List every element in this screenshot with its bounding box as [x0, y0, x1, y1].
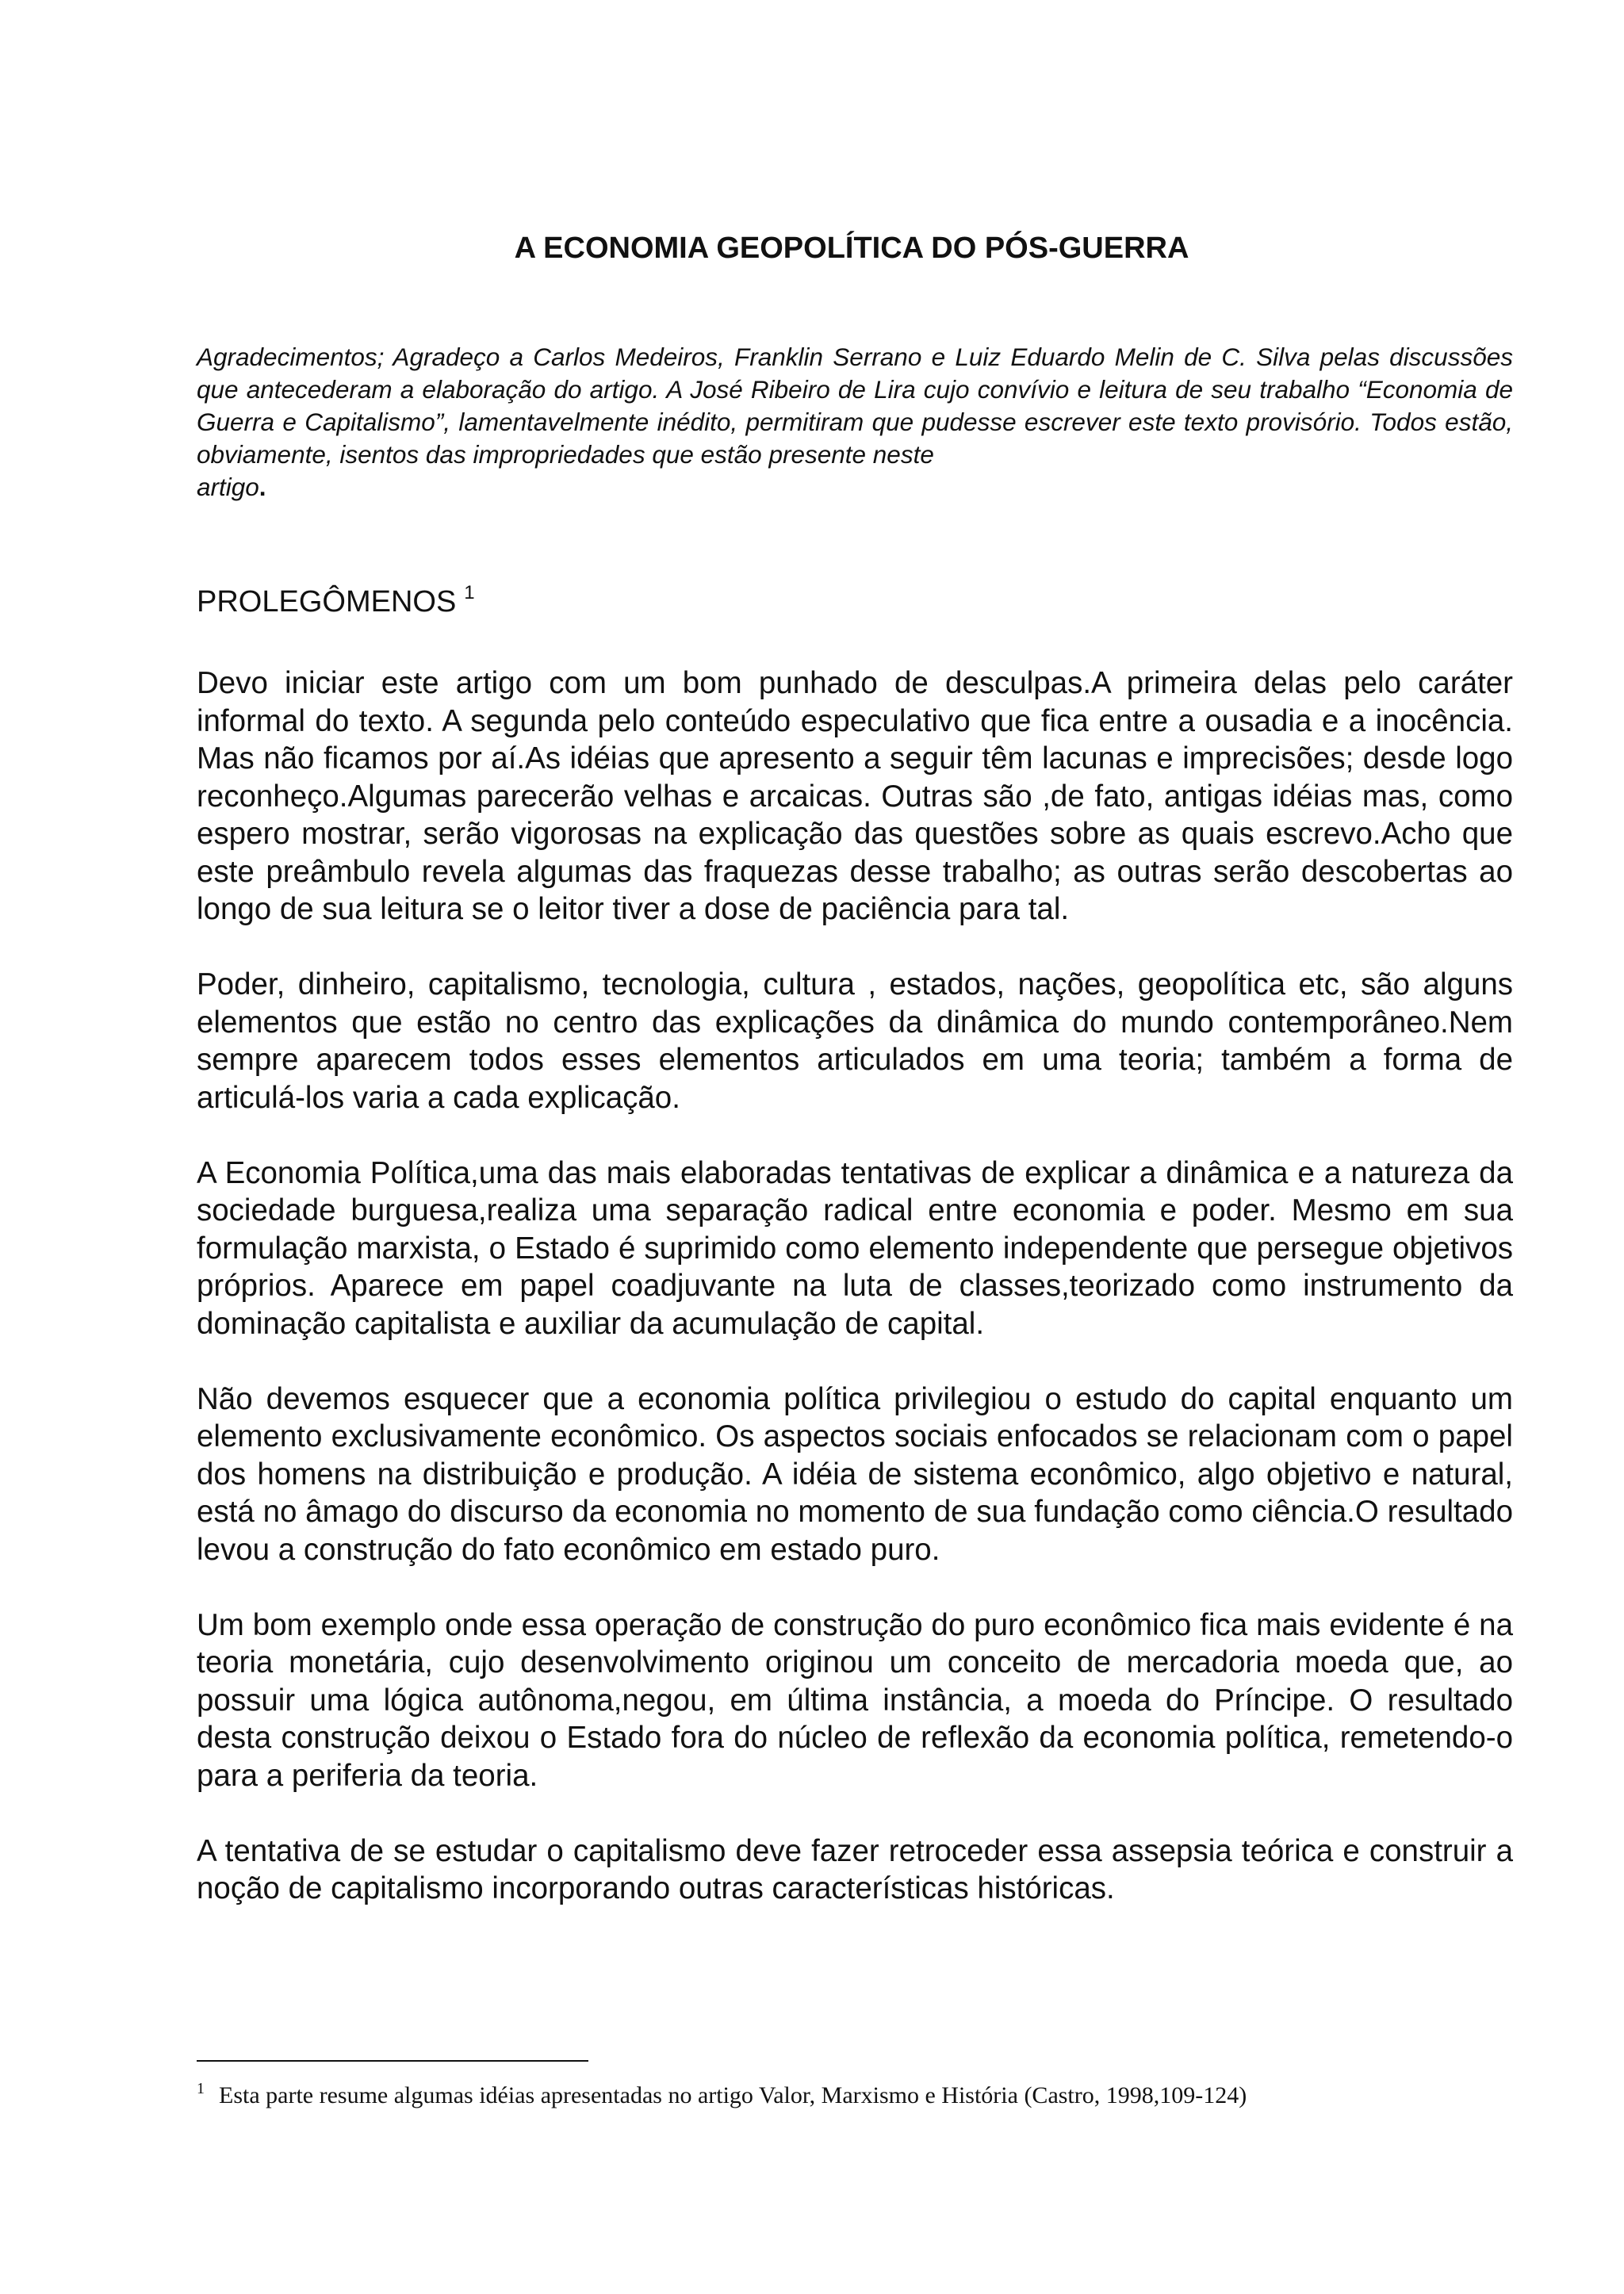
body-paragraph: Não devemos esquecer que a economia política privilegiou o estudo do capital enquanto um elemento exclusivamente econômico. Os aspectos sociais enfocados se relacionam com o papel dos homens na distribuição e produção. A idéia de sistema econômico, algo objetivo e natural, está no âmago do discurso da economia no momento de sua fundação como ciência.O resultado levou a construção do fato econômico em estado puro.: [197, 1381, 1513, 1567]
footnote-separator: [197, 2060, 588, 2062]
body-paragraph: A Economia Política,uma das mais elaboradas tentativas de explicar a dinâmica e a natureza da sociedade burguesa,realiza uma separação radical entre economia e poder. Mesmo em sua formulação marxista, o Estado é suprimido como elemento independente que persegue objetivos próprios. Aparece em papel coadjuvante na luta de classes,teorizado como instrumento da dominação capitalista e auxiliar da acumulação de capital.: [197, 1155, 1513, 1341]
section-heading: [197, 582, 475, 619]
body-paragraph: Poder, dinheiro, capitalismo, tecnologia, cultura , estados, nações, geopolítica etc, são alguns elementos que estão no centro das explicações da dinâmica do mundo contemporâneo.Nem sempre aparecem todos esses elementos articulados em uma teoria; também a forma de articulá-los varia a cada explicação.: [197, 967, 1513, 1115]
body-text: [197, 664, 1513, 1945]
body-paragraph: Devo iniciar este artigo com um bom punhado de desculpas.A primeira delas pelo caráter informal do texto. A segunda pelo conteúdo especulativo que fica entre a ousadia e a inocência. Mas não ficamos por aí.As idéias que apresento a seguir têm lacunas e imprecisões; desde logo reconheço.Algumas parecerão velhas e arcaicas. Outras são ,de fato, antigas idéias mas, como espero mostrar, serão vigorosas na explicação das questões sobre as quais escrevo.Acho que este preâmbulo revela algumas das fraquezas desse trabalho; as outras serão descobertas ao longo de sua leitura se o leitor tiver a dose de paciência para tal.: [197, 666, 1513, 926]
footnote: [197, 2073, 1247, 2112]
footnote-reference-marker[interactable]: 1: [464, 582, 475, 603]
acknowledgement-last-punct: .: [259, 473, 266, 501]
document-title: A ECONOMIA GEOPOLÍTICA DO PÓS-GUERRA: [514, 232, 1189, 265]
acknowledgement-last-word-text: artigo: [197, 473, 259, 501]
footnote-text: Esta parte resume algumas idéias apresentadas no artigo Valor, Marxismo e História (Castro, 1998,109-124): [219, 2082, 1247, 2108]
acknowledgement-last-word: [197, 473, 266, 501]
body-paragraph: A tentativa de se estudar o capitalismo deve fazer retroceder essa assepsia teórica e construir a noção de capitalismo incorporando outras características históricas.: [197, 1833, 1513, 1905]
section-heading-text: PROLEGÔMENOS: [197, 585, 457, 618]
acknowledgement-paragraph: [197, 341, 1513, 504]
footnote-marker: 1: [197, 2080, 205, 2097]
acknowledgement-text: Agradecimentos; Agradeço a Carlos Medeiros, Franklin Serrano e Luiz Eduardo Melin de C. Silva pelas discussões que antecederam a elaboração do artigo. A José Ribeiro de Lira cujo convívio e leitura de seu trabalho “Economia de Guerra e Capitalismo”, lamentavelmente inédito, permitiram que pudesse escrever este texto provisório. Todos estão, obviamente, isentos das impropriedades que estão presente neste: [197, 343, 1513, 469]
body-paragraph: Um bom exemplo onde essa operação de construção do puro econômico fica mais evidente é na teoria monetária, cujo desenvolvimento originou um conceito de mercadoria moeda que, ao possuir uma lógica autônoma,negou, em última instância, a moeda do Príncipe. O resultado desta construção deixou o Estado fora do núcleo de reflexão da economia política, remetendo-o para a periferia da teoria.: [197, 1607, 1513, 1793]
